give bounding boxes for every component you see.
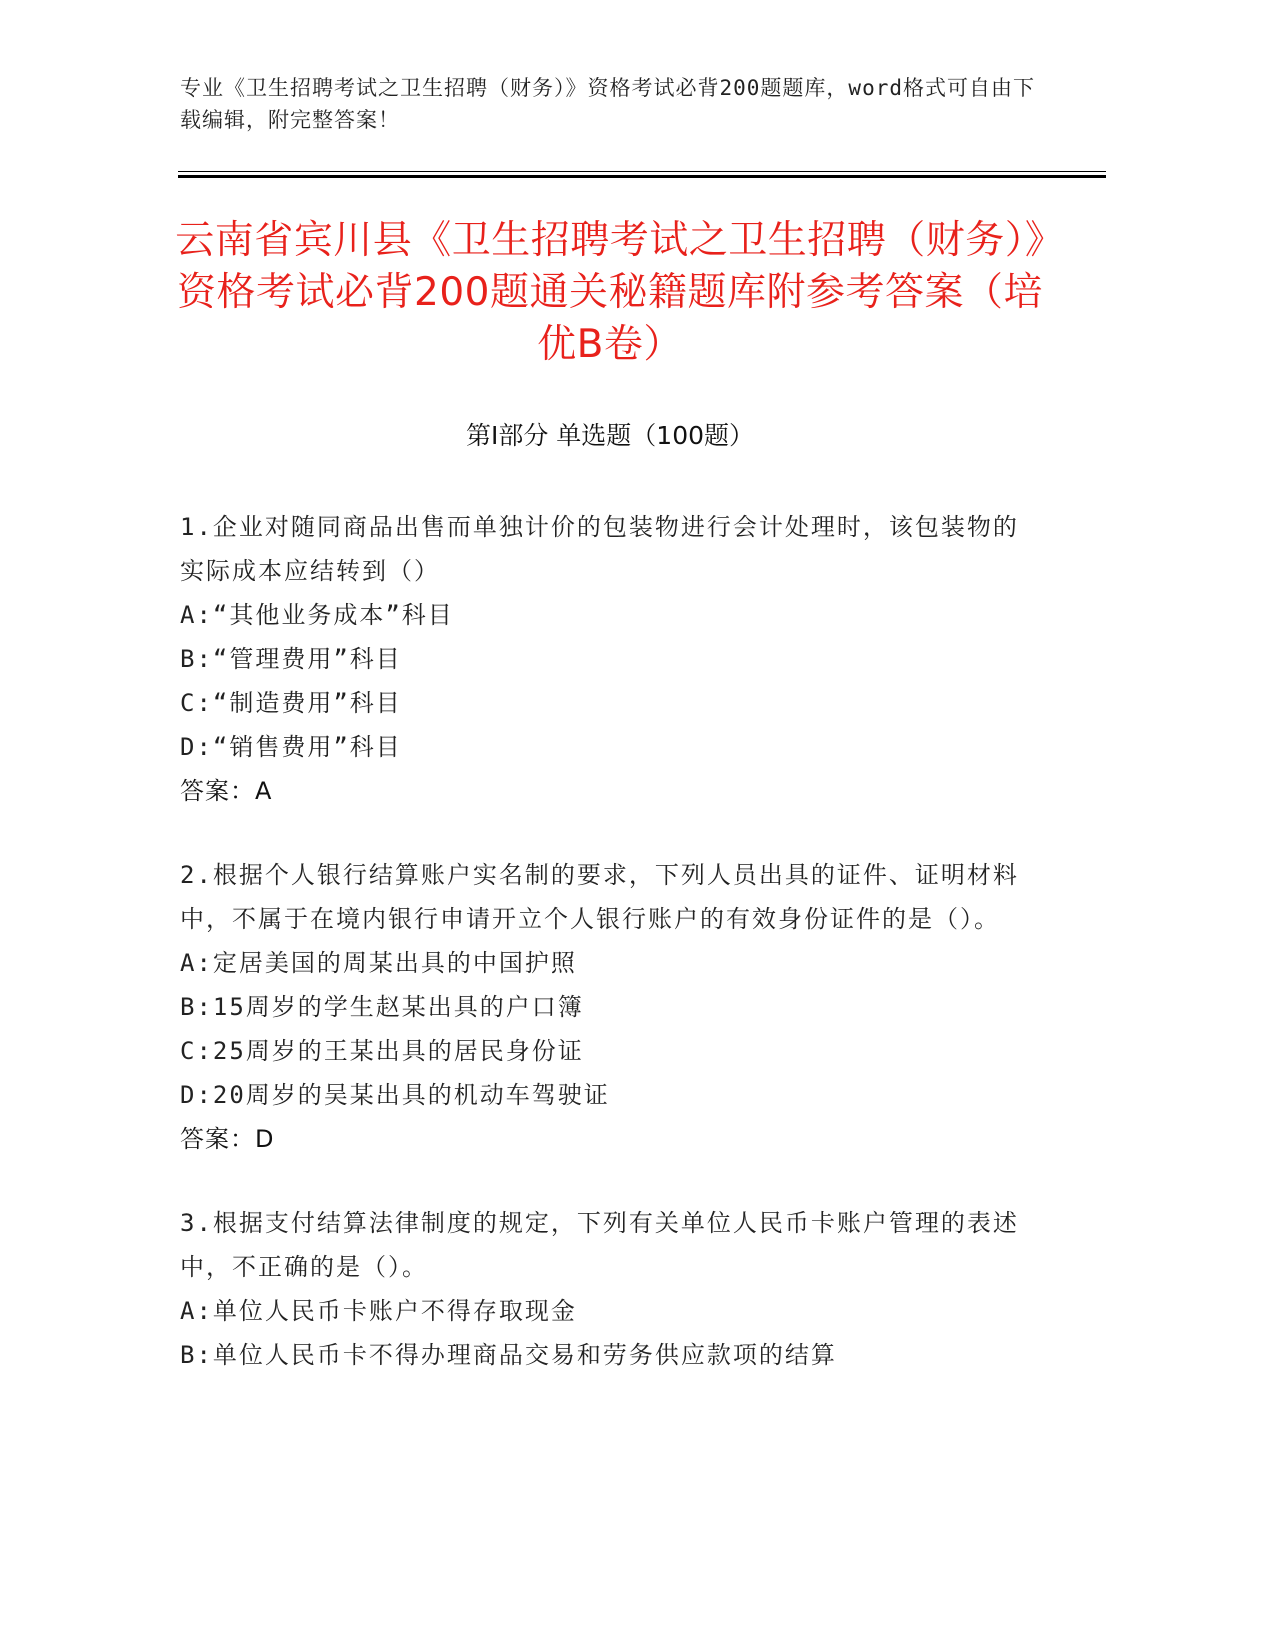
header-note: 专业《卫生招聘考试之卫生招聘（财务）》资格考试必背200题题库，word格式可自由下载编辑，附完整答案！ <box>180 76 1035 132</box>
question-list <box>180 505 1040 1417</box>
option-b: B:15周岁的学生赵某出具的户口簿 <box>180 993 584 1021</box>
option-a: A:“其他业务成本”科目 <box>180 601 454 629</box>
question-2 <box>180 853 1040 1161</box>
option-a: A:定居美国的周某出具的中国护照 <box>180 949 577 977</box>
option-b: B:单位人民币卡不得办理商品交易和劳务供应款项的结算 <box>180 1341 837 1369</box>
question-1 <box>180 505 1040 813</box>
option-c: C:“制造费用”科目 <box>180 689 402 717</box>
option-c: C:25周岁的王某出具的居民身份证 <box>180 1037 584 1065</box>
document-title: 云南省宾川县《卫生招聘考试之卫生招聘（财务）》资格考试必背200题通关秘籍题库附参考答案（培优B卷） <box>175 218 1045 367</box>
answer: 答案：A <box>180 777 273 805</box>
question-3 <box>180 1201 1040 1377</box>
section-title: 第I部分 单选题（100题） <box>465 421 755 450</box>
question-stem: 2.根据个人银行结算账户实名制的要求，下列人员出具的证件、证明材料中，不属于在境内银行申请开立个人银行账户的有效身份证件的是（）。 <box>180 861 1019 933</box>
question-stem: 1.企业对随同商品出售而单独计价的包装物进行会计处理时，该包装物的实际成本应结转到（） <box>180 513 1019 585</box>
option-d: D:“销售费用”科目 <box>180 733 402 761</box>
answer: 答案：D <box>180 1125 275 1153</box>
option-a: A:单位人民币卡账户不得存取现金 <box>180 1297 577 1325</box>
option-d: D:20周岁的吴某出具的机动车驾驶证 <box>180 1081 610 1109</box>
header-rule-thin <box>178 171 1106 172</box>
option-b: B:“管理费用”科目 <box>180 645 402 673</box>
header-rule-thick <box>178 175 1106 178</box>
question-stem: 3.根据支付结算法律制度的规定，下列有关单位人民币卡账户管理的表述中，不正确的是（）。 <box>180 1209 1019 1281</box>
